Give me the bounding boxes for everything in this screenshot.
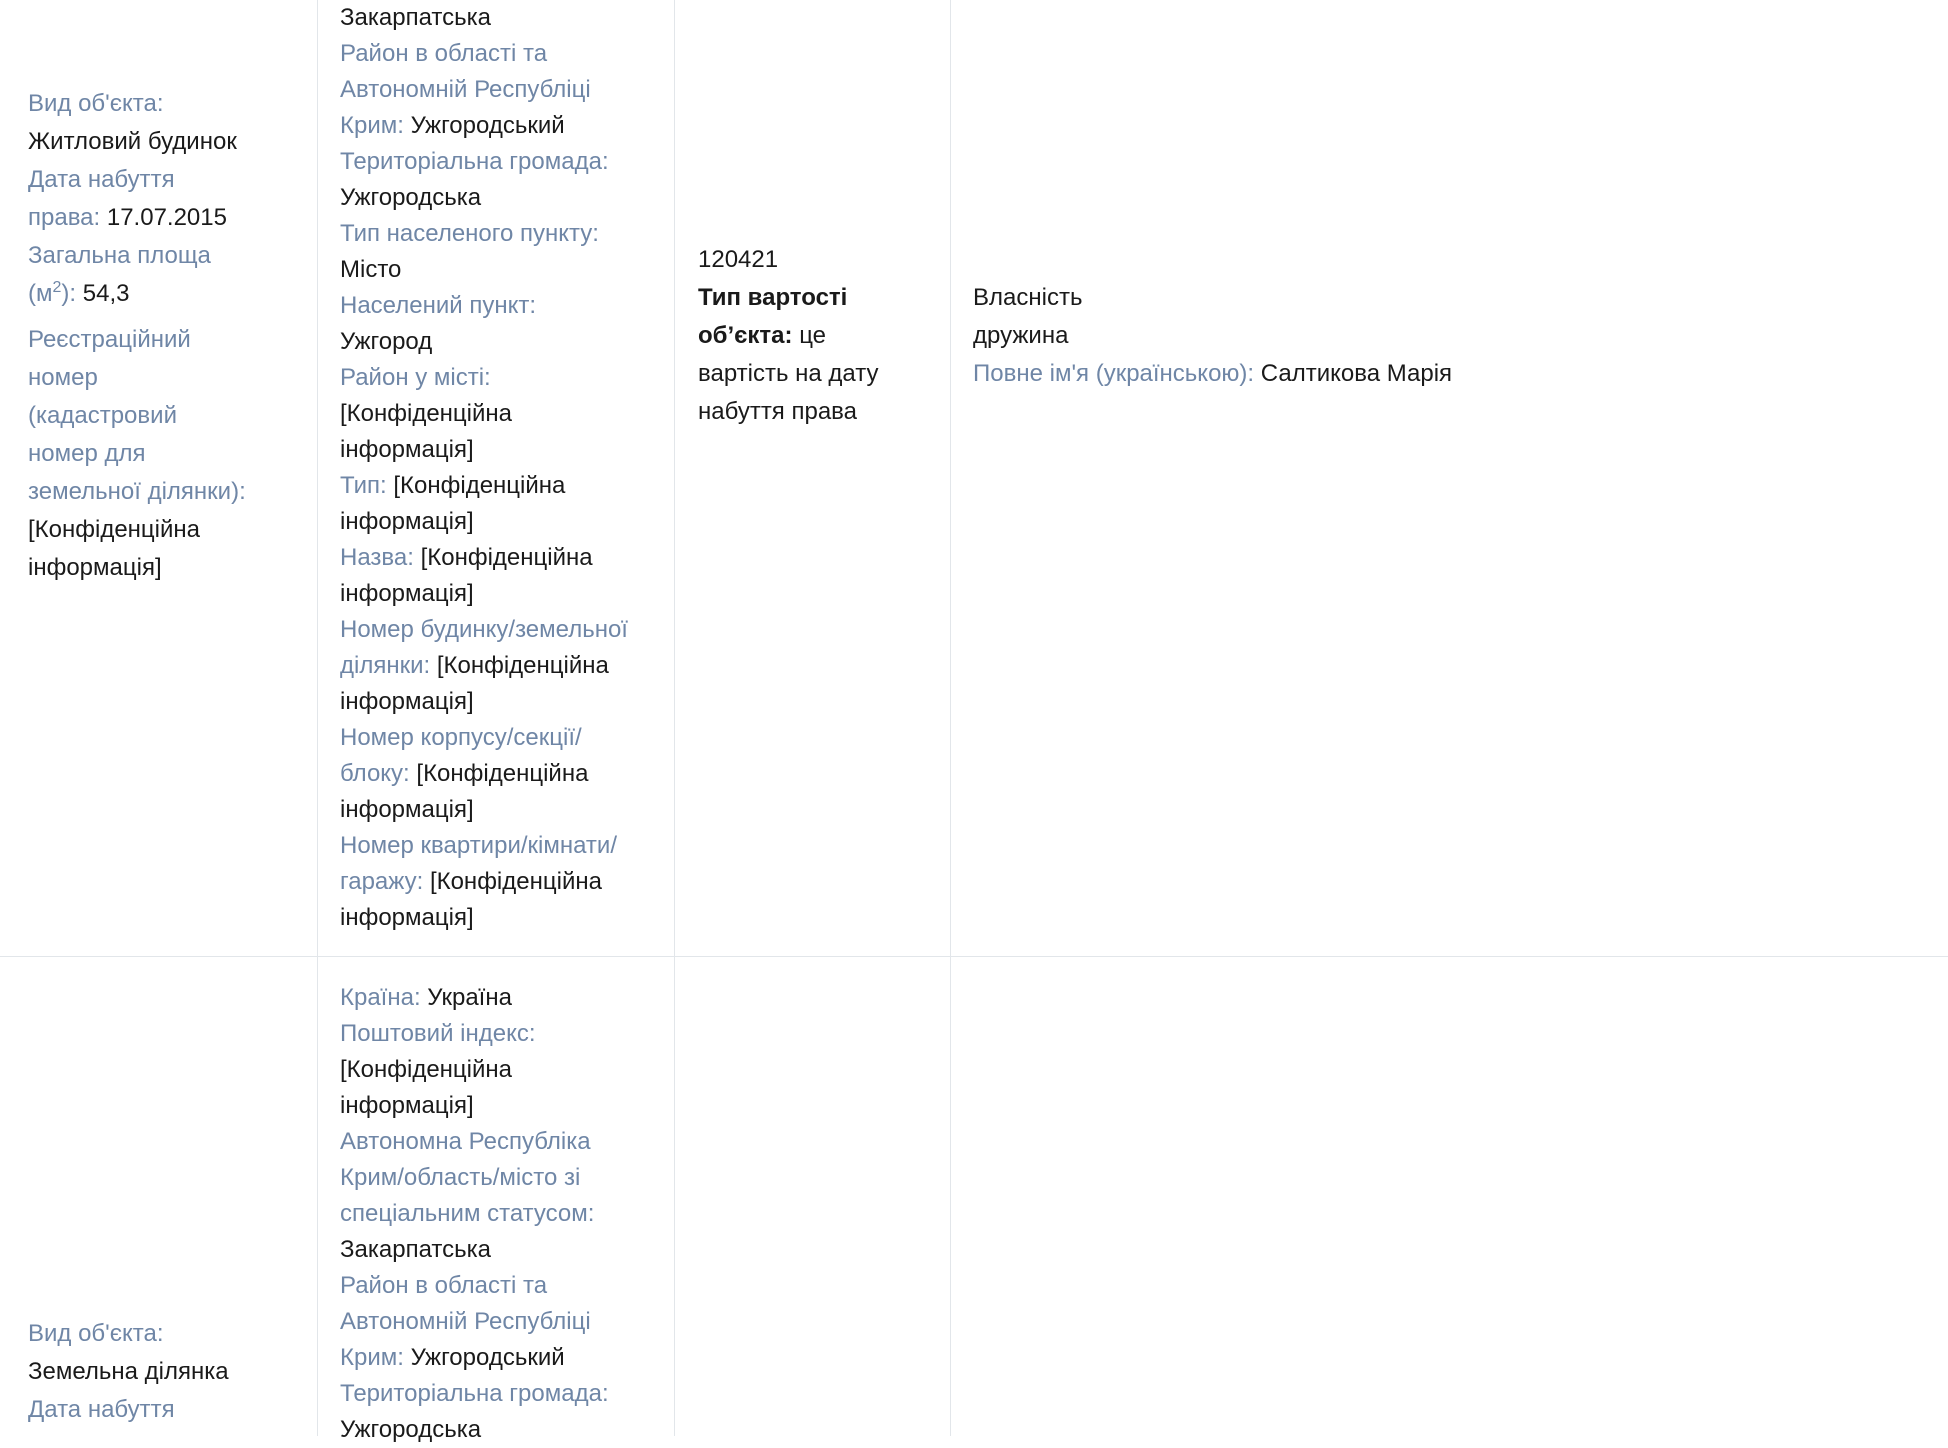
postal-value: [Конфіденційна bbox=[340, 1056, 513, 1083]
column-divider bbox=[950, 0, 951, 1436]
settlement-type-label: Тип населеного пункту: bbox=[340, 220, 599, 247]
reg-number-label: земельної ділянки): bbox=[28, 478, 246, 505]
row-divider bbox=[0, 956, 1948, 957]
row2-object-cell bbox=[28, 1316, 308, 1428]
region-label: Автономна Республіка bbox=[340, 1128, 591, 1155]
acq-date-line bbox=[28, 200, 308, 236]
column-divider bbox=[674, 0, 675, 1436]
reg-number-value: [Конфіденційна bbox=[28, 516, 201, 543]
right-type-value: Власність bbox=[973, 284, 1083, 311]
reg-number-label: (кадастровий bbox=[28, 402, 177, 429]
apartment-number-label-cont: гаражу: bbox=[340, 868, 424, 895]
city-district-value: [Конфіденційна bbox=[340, 400, 513, 427]
owner-name-value: Салтикова Марія bbox=[1260, 360, 1453, 387]
acq-date-label: Дата набуття bbox=[28, 1396, 175, 1423]
settlement-type-value: Місто bbox=[340, 256, 402, 283]
acq-date-label: Дата набуття bbox=[28, 166, 175, 193]
district-line bbox=[340, 108, 670, 144]
street-name-label: Назва: bbox=[340, 544, 414, 571]
house-number-value: інформація] bbox=[340, 688, 474, 715]
owner-name-line bbox=[973, 356, 1933, 392]
street-name-value: інформація] bbox=[340, 580, 474, 607]
owner-name-label: Повне ім'я (українською): bbox=[973, 360, 1255, 387]
reg-number-value: інформація] bbox=[28, 554, 162, 581]
house-number-value: [Конфіденційна bbox=[436, 652, 609, 679]
country-label: Країна: bbox=[340, 984, 421, 1011]
cost-type-label-cont: об’єкта: bbox=[698, 322, 793, 349]
settlement-value: Ужгород bbox=[340, 328, 433, 355]
street-name-value: [Конфіденційна bbox=[420, 544, 593, 571]
street-name-line bbox=[340, 540, 670, 576]
building-number-value: [Конфіденційна bbox=[416, 760, 589, 787]
building-number-line bbox=[340, 756, 670, 792]
apartment-number-value: [Конфіденційна bbox=[429, 868, 602, 895]
object-kind-label: Вид об'єкта: bbox=[28, 90, 164, 117]
district-value: Ужгородський bbox=[410, 112, 565, 139]
community-value: Ужгородська bbox=[340, 1416, 482, 1443]
district-value: Ужгородський bbox=[410, 1344, 565, 1371]
acq-date-label-cont: права: bbox=[28, 204, 101, 231]
street-type-value: [Конфіденційна bbox=[393, 472, 566, 499]
row1-address-cell bbox=[340, 0, 670, 936]
region-label: Крим/область/місто зі bbox=[340, 1164, 581, 1191]
column-divider bbox=[317, 0, 318, 1436]
district-label: Автономній Республіці bbox=[340, 76, 591, 103]
city-district-value: інформація] bbox=[340, 436, 474, 463]
reg-number-label: номер для bbox=[28, 440, 146, 467]
region-value: Закарпатська bbox=[340, 1236, 491, 1263]
object-kind-value: Житловий будинок bbox=[28, 128, 237, 155]
apartment-number-value: інформація] bbox=[340, 904, 474, 931]
community-value: Ужгородська bbox=[340, 184, 482, 211]
district-label: Район в області та bbox=[340, 40, 548, 67]
acq-date-value: 17.07.2015 bbox=[106, 204, 227, 231]
street-type-value: інформація] bbox=[340, 508, 474, 535]
community-label: Територіальна громада: bbox=[340, 1380, 609, 1407]
cost-value: 120421 bbox=[698, 246, 779, 273]
district-label: Автономній Республіці bbox=[340, 1308, 591, 1335]
relation-value: дружина bbox=[973, 322, 1069, 349]
city-district-label: Район у місті: bbox=[340, 364, 491, 391]
row1-cost-cell bbox=[698, 242, 938, 430]
area-unit-close: ): bbox=[61, 280, 77, 307]
cost-type-value: набуття права bbox=[698, 398, 857, 425]
district-label-cont: Крим: bbox=[340, 112, 404, 139]
cost-type-line bbox=[698, 318, 938, 354]
object-kind-value: Земельна ділянка bbox=[28, 1358, 229, 1385]
house-number-label: Номер будинку/земельної bbox=[340, 616, 628, 643]
area-value: 54,3 bbox=[82, 280, 130, 307]
postal-value: інформація] bbox=[340, 1092, 474, 1119]
cost-type-value: вартість на дату bbox=[698, 360, 879, 387]
district-label-cont: Крим: bbox=[340, 1344, 404, 1371]
building-number-label: Номер корпусу/секції/ bbox=[340, 724, 582, 751]
reg-number-label: Реєстраційний bbox=[28, 326, 191, 353]
postal-label: Поштовий індекс: bbox=[340, 1020, 536, 1047]
building-number-value: інформація] bbox=[340, 796, 474, 823]
house-number-line bbox=[340, 648, 670, 684]
community-label: Територіальна громада: bbox=[340, 148, 609, 175]
region-label: спеціальним статусом: bbox=[340, 1200, 595, 1227]
cost-type-value: це bbox=[799, 322, 827, 349]
district-line bbox=[340, 1340, 670, 1376]
cost-type-label: Тип вартості bbox=[698, 284, 848, 311]
building-number-label-cont: блоку: bbox=[340, 760, 410, 787]
street-type-line bbox=[340, 468, 670, 504]
reg-number-label: номер bbox=[28, 364, 98, 391]
object-kind-label: Вид об'єкта: bbox=[28, 1320, 164, 1347]
settlement-label: Населений пункт: bbox=[340, 292, 536, 319]
street-type-label: Тип: bbox=[340, 472, 387, 499]
country-value: Україна bbox=[427, 984, 512, 1011]
row1-object-cell bbox=[28, 86, 308, 586]
region-value: Закарпатська bbox=[340, 4, 491, 31]
apartment-number-label: Номер квартири/кімнати/ bbox=[340, 832, 617, 859]
area-unit-sup: 2 bbox=[52, 279, 62, 296]
area-line bbox=[28, 276, 308, 312]
house-number-label-cont: ділянки: bbox=[340, 652, 431, 679]
row1-owner-cell bbox=[973, 280, 1933, 392]
area-label: Загальна площа bbox=[28, 242, 211, 269]
country-line bbox=[340, 980, 670, 1016]
district-label: Район в області та bbox=[340, 1272, 548, 1299]
apartment-number-line bbox=[340, 864, 670, 900]
row2-address-cell bbox=[340, 980, 670, 1448]
area-unit-open: (м bbox=[28, 280, 53, 307]
